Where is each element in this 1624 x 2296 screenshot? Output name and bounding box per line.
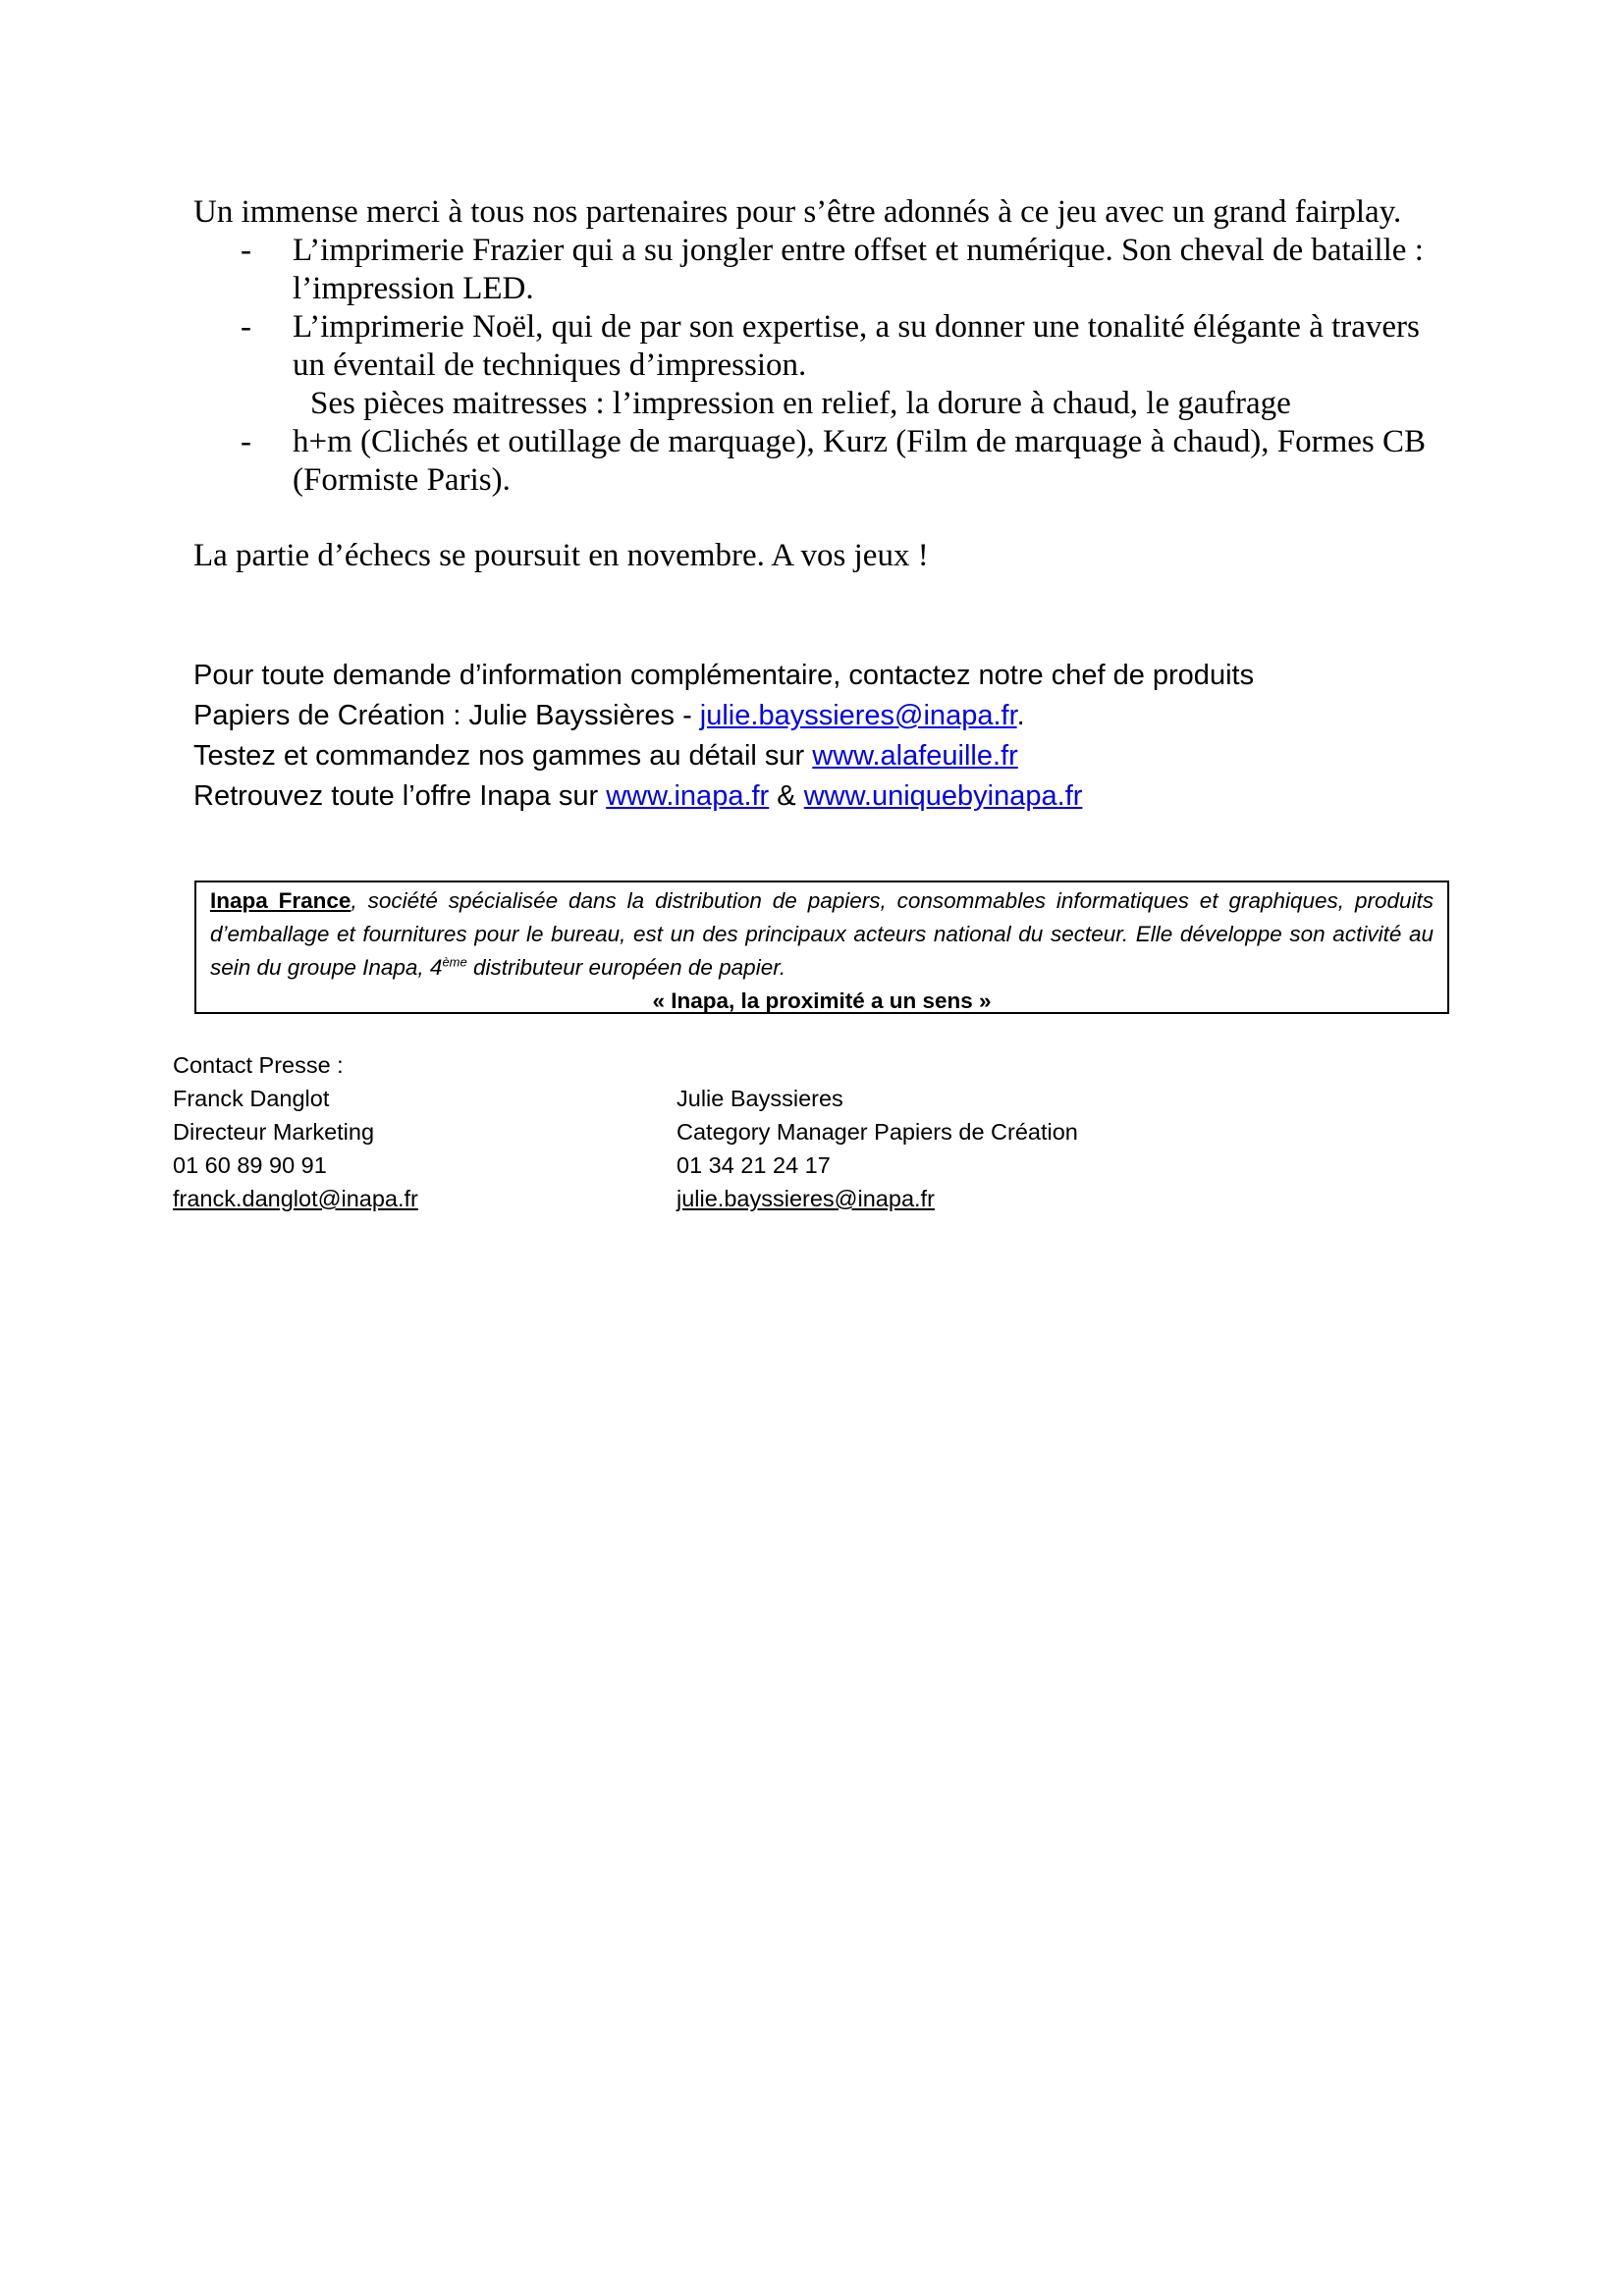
contact-email-link[interactable]: franck.danglot@inapa.fr: [173, 1186, 418, 1211]
info-line-4-separator: &: [769, 780, 804, 812]
info-line-3: [193, 736, 1254, 776]
bullet-text: h+m (Clichés et outillage de marquage), Kurz (Film de marquage à chaud), Formes CB (Formiste Paris).: [293, 424, 1427, 498]
contact-phone: 01 60 89 90 91: [173, 1152, 327, 1178]
contact-heading: Contact Presse :: [173, 1052, 344, 1078]
bullet-text: L’imprimerie Noël, qui de par son expertise, a su donner une tonalité élégante à travers un éventail de techniques d’impression.: [293, 309, 1420, 383]
company-description-end: distributeur européen de papier.: [466, 955, 786, 980]
intro-text: Un immense merci à tous nos partenaires pour s’être adonnés à ce jeu avec un grand fairplay.: [193, 194, 1402, 230]
slogan: « Inapa, la proximité a un sens »: [652, 988, 992, 1013]
company-description: , société spécialisée dans la distribution de papiers, consommables informatiques et graphiques, produits d’emballage et fournitures pour le bureau, est un des principaux acteurs national du secteur. Elle développe son activité au sein du groupe Inapa, 4: [210, 888, 1434, 980]
bullet-list-item-noel: [241, 308, 1448, 385]
bullet-text: L’imprimerie Frazier qui a su jongler entre offset et numérique. Son cheval de bataille : l’impression LED.: [293, 233, 1424, 306]
bullet-dash: -: [241, 424, 251, 459]
info-line-1: Pour toute demande d’information complémentaire, contactez notre chef de produits: [193, 660, 1255, 691]
bullet-dash: -: [241, 309, 251, 345]
contact-phone: 01 34 21 24 17: [677, 1152, 831, 1178]
product-manager-email-link[interactable]: julie.bayssieres@inapa.fr: [699, 700, 1017, 731]
info-block: [193, 656, 1254, 817]
closing-text: La partie d’échecs se poursuit en novembre. A vos jeux !: [193, 538, 929, 573]
alafeuille-link[interactable]: www.alafeuille.fr: [812, 740, 1018, 772]
bullet-dash: -: [241, 233, 251, 268]
info-line-4-prefix: Retrouvez toute l’offre Inapa sur: [193, 780, 607, 812]
info-line-2-prefix: Papiers de Création : Julie Bayssières -: [193, 700, 700, 731]
company-name: Inapa France: [210, 888, 352, 913]
press-contact-left: [173, 1048, 418, 1215]
uniquebyinapa-link[interactable]: www.uniquebyinapa.fr: [803, 780, 1083, 812]
contact-name: Franck Danglot: [173, 1086, 330, 1111]
bullet-subtext: Ses pièces maitresses : l’impression en relief, la dorure à chaud, le gaufrage: [310, 386, 1291, 421]
contact-email-link[interactable]: julie.bayssieres@inapa.fr: [677, 1186, 935, 1211]
ordinal-superscript: ème: [442, 954, 467, 970]
bullet-list-item-frazier: [241, 232, 1448, 308]
info-line-2: [193, 696, 1254, 736]
info-line-2-suffix: .: [1016, 700, 1025, 731]
contact-role: Category Manager Papiers de Création: [677, 1119, 1078, 1145]
info-line-4: [193, 776, 1254, 817]
inapa-link[interactable]: www.inapa.fr: [606, 780, 770, 812]
info-line-3-prefix: Testez et commandez nos gammes au détail sur: [193, 740, 813, 772]
contact-name: Julie Bayssieres: [677, 1086, 843, 1111]
press-contact-right: [677, 1082, 1078, 1215]
intro-paragraph: [193, 193, 1470, 232]
contact-role: Directeur Marketing: [173, 1119, 375, 1145]
company-description-box: [194, 881, 1449, 1014]
bullet-list-item-partners: [241, 423, 1448, 500]
